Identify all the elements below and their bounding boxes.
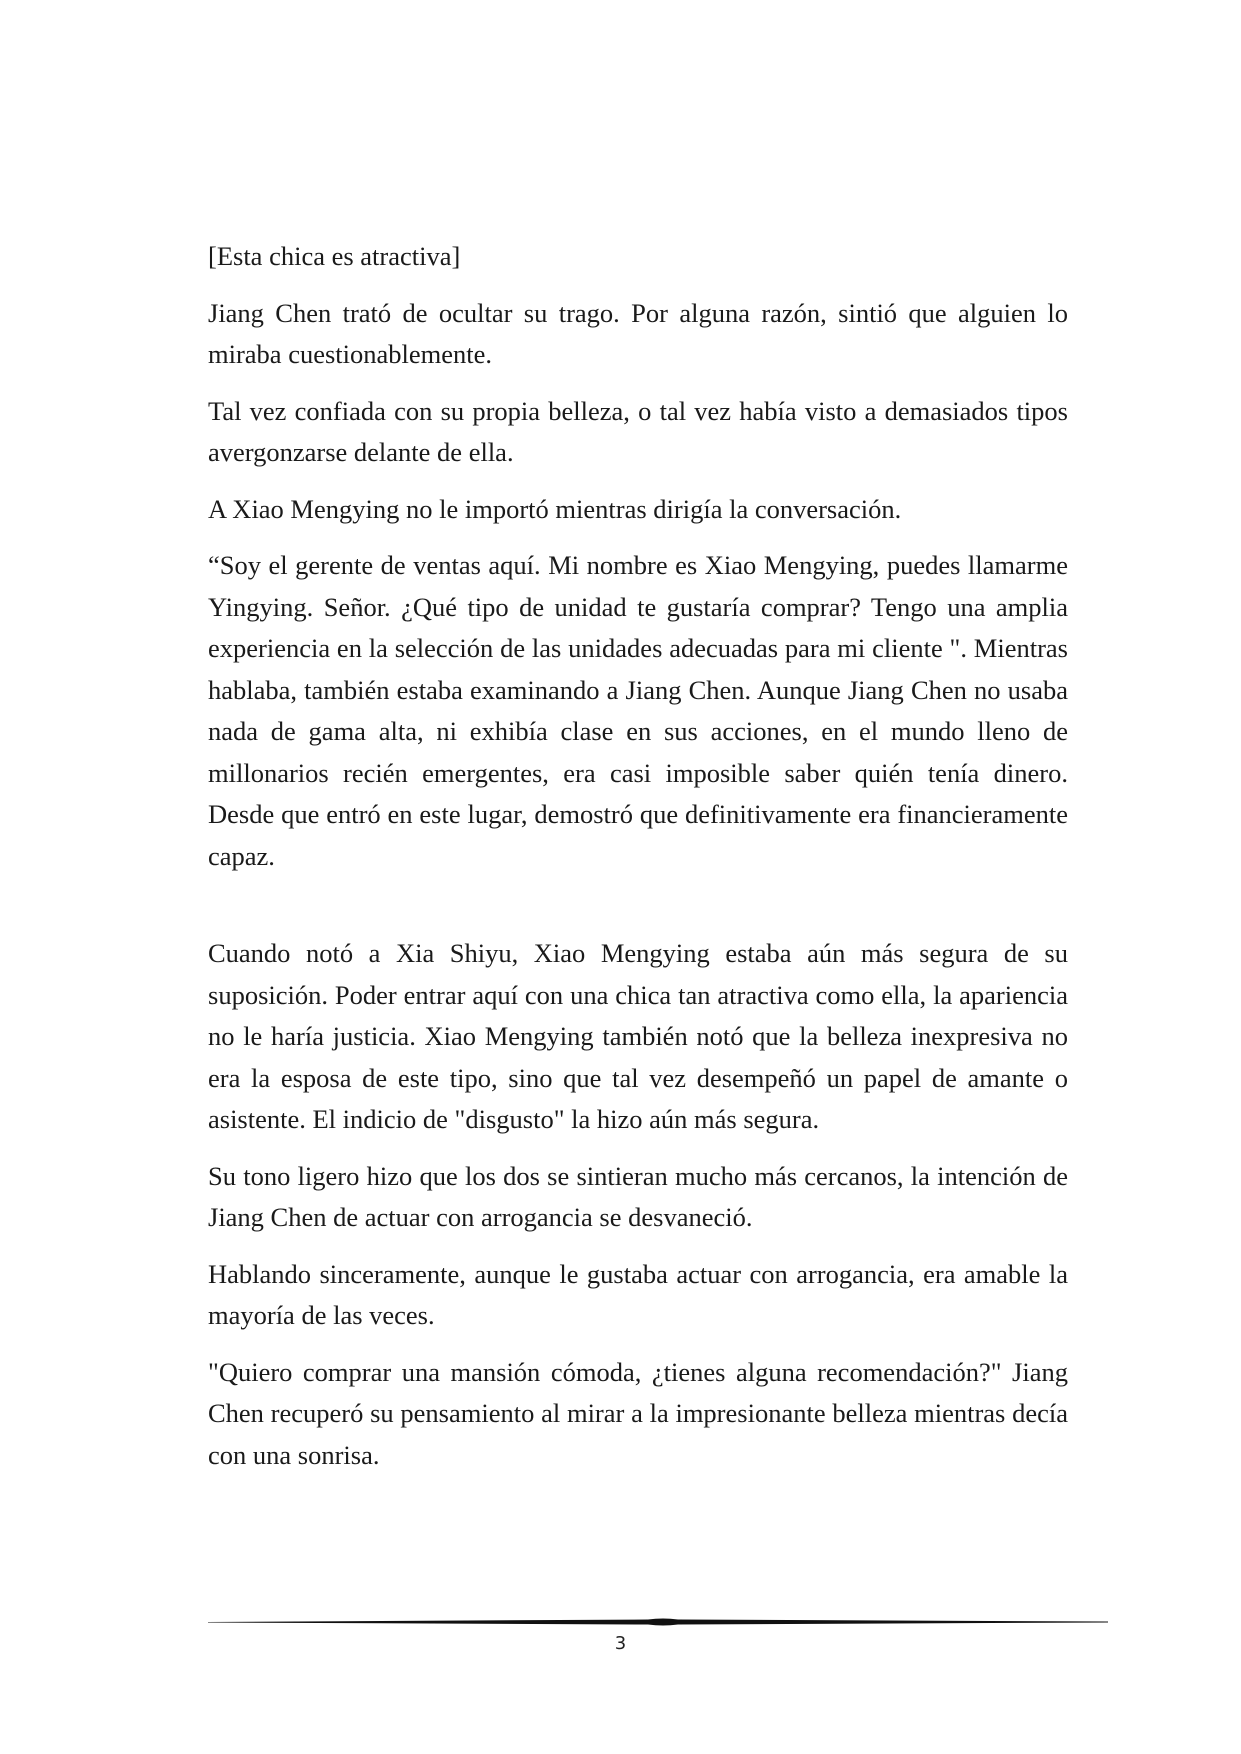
footer-divider [208,1616,1108,1628]
paragraph: Jiang Chen trató de ocultar su trago. Por alguna razón, sintió que alguien lo miraba cuestionablemente. [208,297,1068,369]
paragraph: “Soy el gerente de ventas aquí. Mi nombre es Xiao Mengying, puedes llamarme Yingying. Señor. ¿Qué tipo de unidad te gustaría comprar? Tengo una amplia experiencia en la selección de las unidades adecuadas para mi cliente ". Mientras hablaba, también estaba examinando a Jiang Chen. Aunque Jiang Chen no usaba nada de gama alta, ni exhibía clase en sus acciones, en el mundo lleno de millonarios recién emergentes, era casi imposible saber quién tenía dinero. Desde que entró en este lugar, demostró que definitivamente era financieramente capaz. [208,550,1068,871]
document-body [208,236,1068,1491]
page-number: 3 [614,1633,627,1654]
paragraph: [Esta chica es atractiva] [208,241,461,271]
paragraph: Cuando notó a Xia Shiyu, Xiao Mengying estaba aún más segura de su suposición. Poder entrar aquí con una chica tan atractiva como ella, la apariencia no le haría justicia. Xiao Mengying también notó que la belleza inexpresiva no era la esposa de este tipo, sino que tal vez desempeñó un papel de amante o asistente. El indicio de "disgusto" la hizo aún más segura. [208,938,1068,1134]
paragraph: Tal vez confiada con su propia belleza, o tal vez había visto a demasiados tipos avergonzarse delante de ella. [208,395,1068,467]
paragraph: "Quiero comprar una mansión cómoda, ¿tienes alguna recomendación?" Jiang Chen recuperó su pensamiento al mirar a la impresionante belleza mientras decía con una sonrisa. [208,1356,1068,1470]
paragraph: Hablando sinceramente, aunque le gustaba actuar con arrogancia, era amable la mayoría de las veces. [208,1258,1068,1330]
paragraph: Su tono ligero hizo que los dos se sintieran mucho más cercanos, la intención de Jiang Chen de actuar con arrogancia se desvaneció. [208,1160,1068,1232]
paragraph: A Xiao Mengying no le importó mientras dirigía la conversación. [208,493,902,524]
